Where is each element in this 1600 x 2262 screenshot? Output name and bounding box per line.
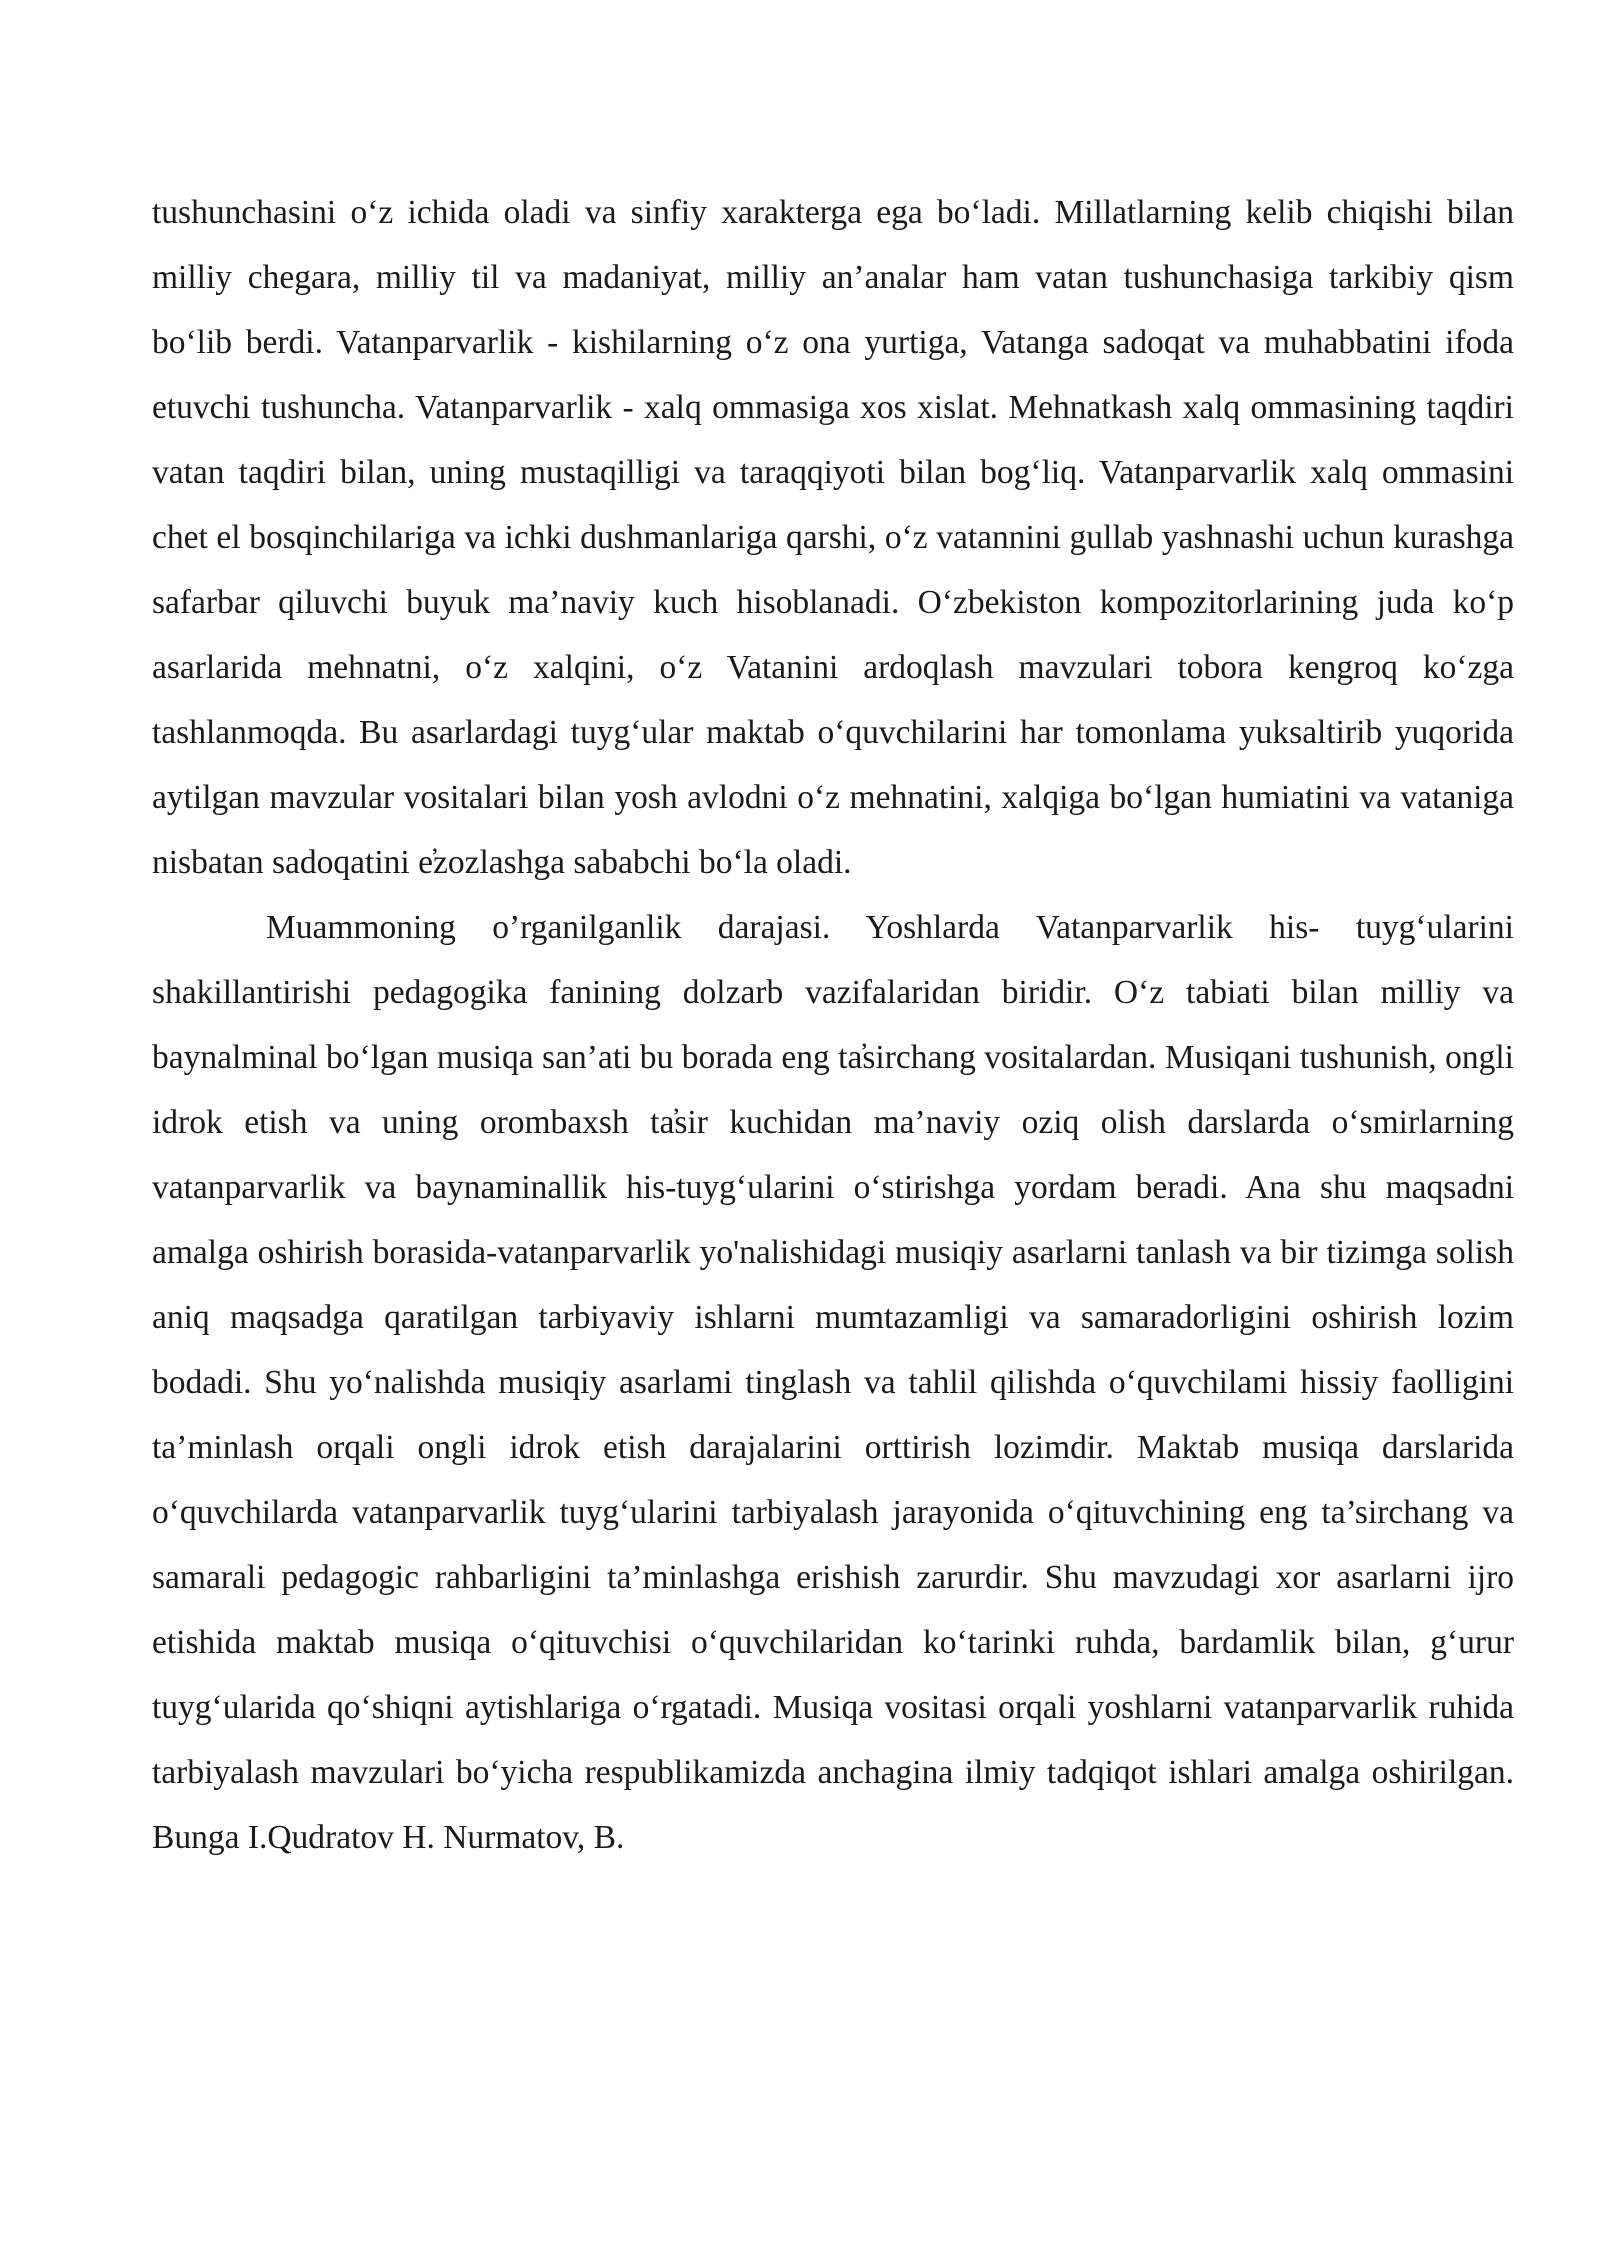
paragraph-continuation: tushunchasini o‘z ichida oladi va sinfiy xarakterga ega bo‘ladi. Millatlarning kelib chiqishi bilan milliy chegara, milliy til va madaniyat, milliy an’analar ham vatan tushunchasiga tarkibiy qism bo‘lib berdi. Vatanparvarlik - kishilarning o‘z ona yurtiga, Vatanga sadoqat va muhabbatini ifoda etuvchi tushuncha. Vatanparvarlik - xalq ommasiga xos xislat. Mehnatkash xalq ommasining taqdiri vatan taqdiri bilan, uning mustaqilligi va taraqqiyoti bilan bog‘liq. Vatanparvarlik xalq ommasini chet el bosqinchilariga va ichki dushmanlariga qarshi, o‘z vatannini gullab yashnashi uchun kurashga safarbar qiluvchi buyuk ma’naviy kuch hisoblanadi. O‘zbekiston kompozitorlarining juda ko‘p asarlarida mehnatni, o‘z xalqini, o‘z Vatanini ardoqlash mavzulari tobora kengroq ko‘zga tashlanmoqda. Bu asarlardagi tuyg‘ular maktab o‘quvchilarini har tomonlama yuksaltirib yuqorida aytilgan mavzular vositalari bilan yosh avlodni o‘z mehnatini, xalqiga bo‘lgan humiatini va vataniga nisbatan sadoqatini e̕zozlashga sababchi bo‘la oladi. [152, 194, 1514, 881]
document-page [152, 180, 1514, 1870]
paragraph-research-level: Muammoning o’rganilganlik darajasi. Yoshlarda Vatanparvarlik his- tuyg‘ularini shakillantirishi pedagogika fanining dolzarb vazifalaridan biridir. O‘z tabiati bilan milliy va baynalminal bo‘lgan musiqa san’ati bu borada eng ta̕sirchang vositalardan. Musiqani tushunish, ongli idrok etish va uning orombaxsh ta̕sir kuchidan ma’naviy oziq olish darslarda o‘smirlarning vatanparvarlik va baynaminallik his-tuyg‘ularini o‘stirishga yordam beradi. Ana shu maqsadni amalga oshirish borasida-vatanparvarlik yo'nalishidagi musiqiy asarlarni tanlash va bir tizimga solish aniq maqsadga qaratilgan tarbiyaviy ishlarni mumtazamligi va samaradorligini oshirish lozim bodadi. Shu yo‘nalishda musiqiy asarlami tinglash va tahlil qilishda o‘quvchilami hissiy faolligini ta’minlash orqali ongli idrok etish darajalarini orttirish lozimdir. Maktab musiqa darslarida o‘quvchilarda vatanparvarlik tuyg‘ularini tarbiyalash jarayonida o‘qituvchining eng ta’sirchang va samarali pedagogic rahbarligini ta’minlashga erishish zarurdir. Shu mavzudagi xor asarlarni ijro etishida maktab musiqa o‘qituvchisi o‘quvchilaridan ko‘tarinki ruhda, bardamlik bilan, g‘urur tuyg‘ularida qo‘shiqni aytishlariga o‘rgatadi. Musiqa vositasi orqali yoshlarni vatanparvarlik ruhida tarbiyalash mavzulari bo‘yicha respublikamizda anchagina ilmiy tadqiqot ishlari amalga oshirilgan. Bunga I.Qudratov H. Nurmatov, B. [152, 909, 1514, 1856]
